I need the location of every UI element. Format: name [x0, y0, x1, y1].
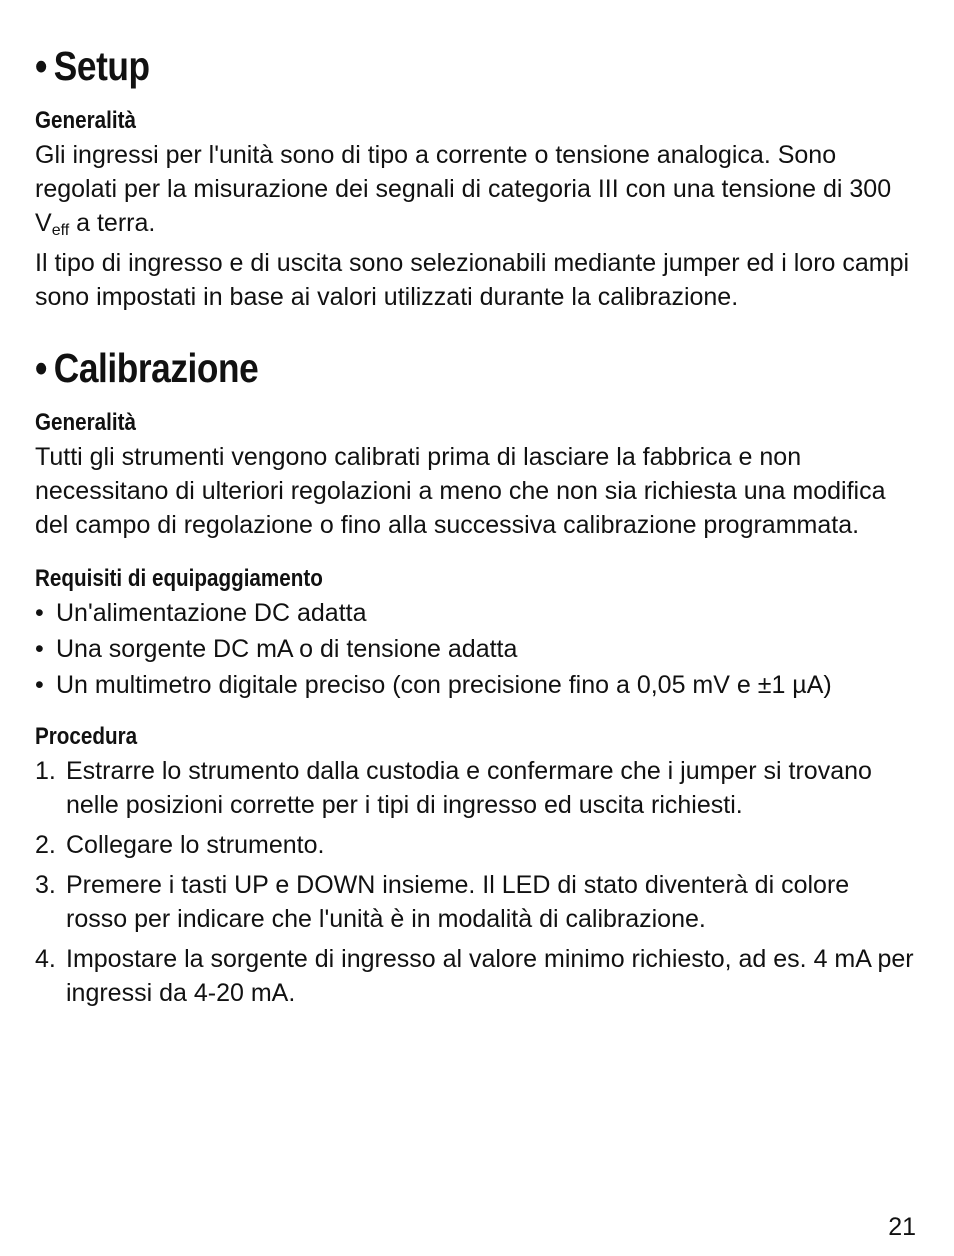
setup-paragraph-1-subscript: eff — [51, 222, 70, 239]
step-text: Premere i tasti UP e DOWN insieme. Il LED di stato diventerà di colore rosso per indicare che l'unità è in modalità di calibrazione. — [66, 871, 850, 933]
procedure-step — [35, 754, 915, 822]
step-number: 2. — [35, 831, 56, 859]
setup-paragraph-2: Il tipo di ingresso e di uscita sono selezionabili mediante jumper ed i loro campi sono impostati in base ai valori utilizzati durante la calibrazione. — [35, 249, 910, 311]
equipment-list — [35, 596, 915, 702]
calibration-heading — [35, 342, 792, 394]
procedure-step — [35, 868, 915, 936]
procedure-step — [35, 828, 915, 862]
list-bullet: • — [35, 671, 44, 699]
manual-page — [35, 40, 915, 1016]
heading-bullet: • — [35, 345, 47, 391]
list-item — [35, 668, 915, 702]
list-bullet: • — [35, 635, 44, 663]
procedure-list — [35, 754, 915, 1010]
setup-title: Setup — [53, 43, 150, 89]
step-text: Impostare la sorgente di ingresso al valore minimo richiesto, ad es. 4 mA per ingressi da 4-20 mA. — [66, 945, 914, 1007]
calibration-subheading: Generalità — [35, 409, 136, 436]
calibration-paragraph-1: Tutti gli strumenti vengono calibrati prima di lasciare la fabbrica e non necessitano di ulteriori regolazioni a meno che non sia richiesta una modifica del campo di regolazione o fino alla successiva calibrazione programmata. — [35, 443, 886, 539]
list-item — [35, 596, 915, 630]
setup-subheading: Generalità — [35, 107, 136, 134]
setup-paragraph-1 — [35, 138, 915, 240]
setup-paragraph-1-text: Gli ingressi per l'unità sono di tipo a corrente o tensione analogica. Sono regolati per la misurazione dei segnali di categoria III con una tensione di 300 V — [35, 141, 892, 237]
list-item-text: Una sorgente DC mA o di tensione adatta — [56, 635, 518, 663]
list-item-text: Un'alimentazione DC adatta — [56, 599, 367, 627]
list-item — [35, 632, 915, 666]
setup-heading — [35, 40, 792, 92]
setup-paragraph-1-tail: a terra. — [69, 209, 156, 237]
page-number: 21 — [888, 1213, 916, 1241]
step-text: Collegare lo strumento. — [66, 831, 325, 859]
calibration-title: Calibrazione — [53, 345, 259, 391]
heading-bullet: • — [35, 43, 47, 89]
procedure-step — [35, 942, 915, 1010]
list-bullet: • — [35, 599, 44, 627]
procedure-heading: Procedura — [35, 723, 138, 750]
step-number: 1. — [35, 757, 56, 785]
list-item-text: Un multimetro digitale preciso (con precisione fino a 0,05 mV e ±1 µA) — [56, 671, 832, 699]
step-number: 3. — [35, 871, 56, 899]
step-text: Estrarre lo strumento dalla custodia e confermare che i jumper si trovano nelle posizioni corrette per i tipi di ingresso ed uscita richiesti. — [66, 757, 872, 819]
equipment-heading: Requisiti di equipaggiamento — [35, 565, 323, 592]
step-number: 4. — [35, 945, 56, 973]
